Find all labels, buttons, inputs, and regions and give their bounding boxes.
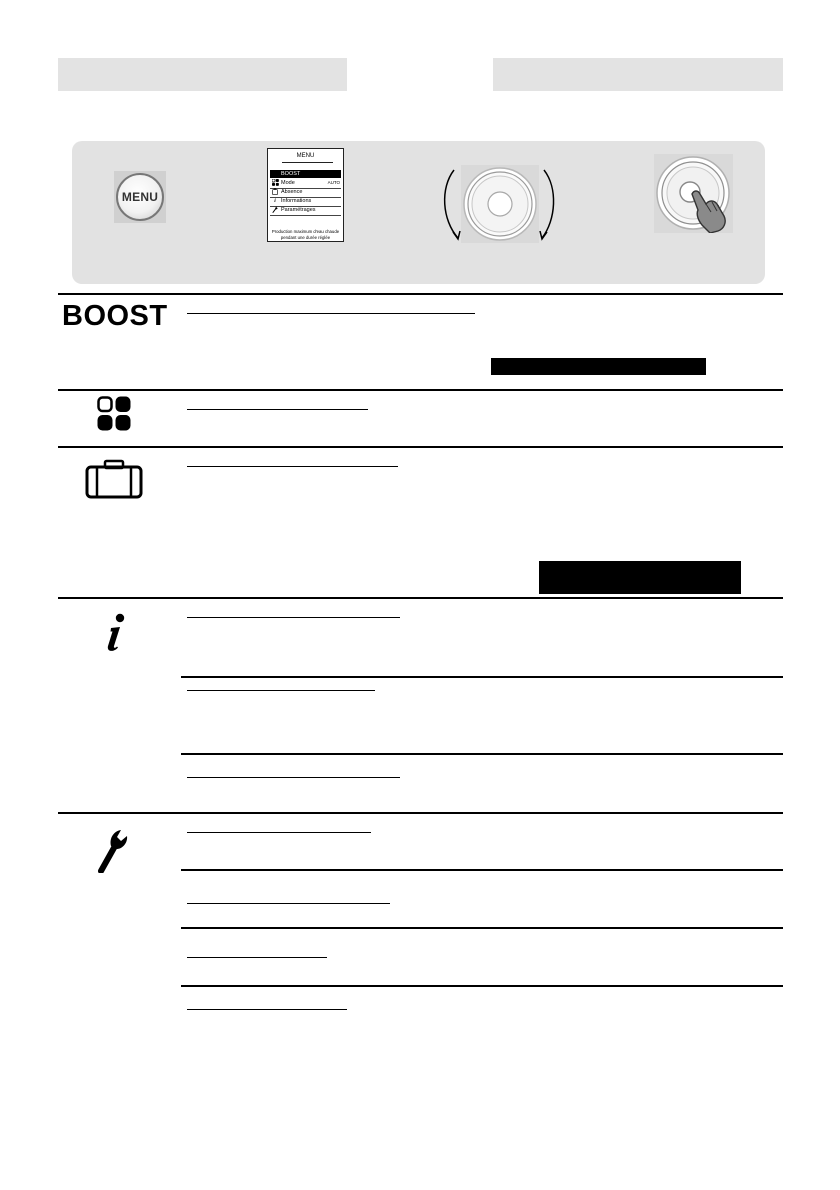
header-bar-left [58,58,347,91]
lcd-menu-item-parametrages [270,206,341,214]
lcd-menu-item-label: Paramétrages [281,207,316,213]
lcd-menu-item-label: Absence [281,189,303,195]
heading-underline [187,903,390,904]
lcd-menu-item-label: Informations [281,198,312,204]
heading-underline [187,957,327,958]
lcd-menu-item-label: BOOST [281,171,301,177]
lcd-menu-item-boost [270,170,341,178]
lcd-menu-item-mode [270,179,341,187]
lcd-menu-item-informations [270,197,341,205]
section-divider [58,812,783,814]
mode-icon [97,396,131,431]
heading-underline [187,313,475,314]
section-divider [58,389,783,391]
section-divider [58,293,783,295]
heading-underline [187,617,400,618]
menu-button-label: MENU [121,190,159,204]
heading-underline [187,409,368,410]
header-bar-right [493,58,783,91]
subsection-divider [181,753,783,755]
section-divider [58,446,783,448]
lcd-title-underline [282,162,333,163]
heading-underline [187,1009,347,1010]
highlight-bar [491,358,706,375]
lcd-title: MENU [296,153,315,159]
wrench-icon [97,828,131,873]
section-divider [58,597,783,599]
info-icon: i [274,198,276,204]
highlight-bar [539,561,741,594]
subsection-divider [181,676,783,678]
heading-underline [187,777,400,778]
lcd-screen [267,148,344,242]
lcd-footer-line: pendant une durée réglée [280,234,331,240]
boost-label: BOOST [62,300,168,332]
lcd-footer-line: Production maximum d'eau chaude [271,229,340,234]
heading-underline [187,466,398,467]
menu-button [116,173,164,221]
subsection-divider [181,985,783,987]
rotary-knob-icon [436,160,564,250]
heading-underline [187,690,375,691]
subsection-divider [181,869,783,871]
menu-button-illustration [114,171,166,223]
subsection-divider [181,927,783,929]
suitcase-icon [85,459,143,499]
boost-heading [62,298,170,334]
heading-underline [187,832,371,833]
lcd-menu-item-absence [270,188,341,196]
lcd-menu-item-value: AUTO [327,180,340,185]
lcd-separator [270,215,341,216]
press-knob-icon [654,154,733,233]
lcd-menu-item-label: Mode [281,180,295,186]
info-icon [103,613,129,653]
